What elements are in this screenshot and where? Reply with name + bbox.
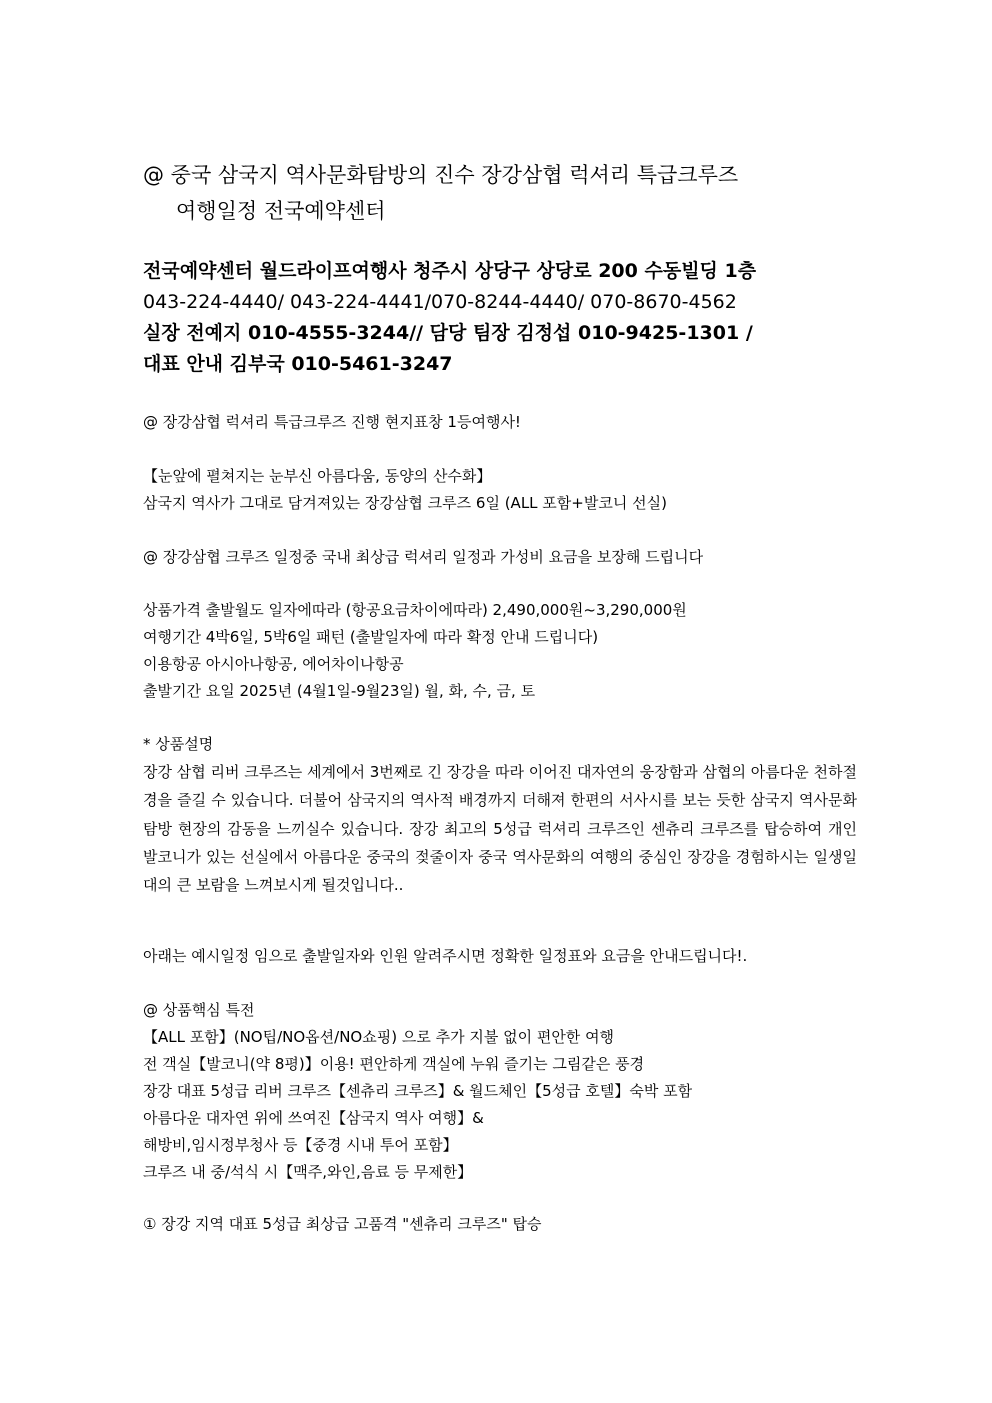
contact-block xyxy=(143,256,756,380)
info-airline: 이용항공 아시아나항공, 에어차이나항공 xyxy=(143,655,404,673)
intro-subline: 삼국지 역사가 그대로 담겨져있는 장강삼협 크루즈 6일 (ALL 포함+발코니 선실) xyxy=(143,494,667,512)
local-award-line: @ 장강삼협 럭셔리 특급크루즈 진행 현지표창 1등여행사! xyxy=(143,413,521,431)
product-info-block xyxy=(143,597,855,705)
guarantee-line: @ 장강삼협 크루즈 일정중 국내 최상급 럭셔리 일정과 가성비 요금을 보장해 드립니다 xyxy=(143,548,704,566)
description-text: 장강 삼협 리버 크루즈는 세계에서 3번째로 긴 장강을 따라 이어진 대자연의 웅장함과 삼협의 아름다운 천하절경을 즐길 수 있습니다. 더불어 삼국지의 역사적 배경까지 더해져 한편의 서사시를 보는 듯한 삼국지 역사문화탐방 현장의 감동을 느끼실수 있습니다. 장강 최고의 5성급 럭셔리 크루즈인 센츄리 크루즈를 탑승하여 개인 발코니가 있는 선실에서 아름다운 중국의 젖줄이자 중국 역사문화의 여행의 중심인 장강을 경험하시는 일생일대의 큰 보람을 느껴보시게 될것입니다.. xyxy=(143,763,857,895)
description-heading: * 상품설명 xyxy=(143,735,214,753)
document-title-line-1: @ 중국 삼국지 역사문화탐방의 진수 장강삼협 럭셔리 특급크루즈 xyxy=(143,163,739,187)
contact-ceo: 대표 안내 김부국 010-5461-3247 xyxy=(143,353,453,375)
highlight-point-1: ① 장강 지역 대표 5성급 최상급 고품격 "센츄리 크루즈" 탑승 xyxy=(143,1215,542,1233)
benefit-item: 전 객실【발코니(약 8평)】이용! 편안하게 객실에 누워 즐기는 그림같은 풍경 xyxy=(143,1055,645,1073)
contact-phones: 043-224-4440/ 043-224-4441/070-8244-4440/ 070-8670-4562 xyxy=(143,291,737,313)
intro-block xyxy=(143,463,855,517)
benefits-block xyxy=(143,997,855,1186)
info-price: 상품가격 출발월도 일자에따라 (항공요금차이에따라) 2,490,000원~3,290,000원 xyxy=(143,601,687,619)
benefit-item: 아름다운 대자연 위에 쓰여진【삼국지 역사 여행】& xyxy=(143,1109,484,1127)
benefit-item: 장강 대표 5성급 리버 크루즈【센츄리 크루즈】& 월드체인【5성급 호텔】숙박 포함 xyxy=(143,1082,693,1100)
benefit-item: 【ALL 포함】(NO팁/NO옵션/NO쇼핑) 으로 추가 지불 없이 편안한 여행 xyxy=(143,1028,615,1046)
info-period: 여행기간 4박6일, 5박6일 패턴 (출발일자에 따라 확정 안내 드립니다) xyxy=(143,628,599,646)
benefit-item: 크루즈 내 중/석식 시【맥주,와인,음료 등 무제한】 xyxy=(143,1163,473,1181)
benefit-item: 해방비,임시정부청사 등【중경 시내 투어 포함】 xyxy=(143,1136,458,1154)
benefits-heading: @ 상품핵심 특전 xyxy=(143,1001,255,1019)
contact-manager: 실장 전예지 010-4555-3244// 담당 팀장 김정섭 010-9425-1301 / xyxy=(143,322,753,344)
document-title-line-2: 여행일정 전국예약센터 xyxy=(176,199,386,223)
schedule-notice: 아래는 예시일정 임으로 출발일자와 인원 알려주시면 정확한 일정표와 요금을 안내드립니다!. xyxy=(143,947,748,965)
info-departure: 출발기간 요일 2025년 (4월1일-9월23일) 월, 화, 수, 금, 토 xyxy=(143,682,536,700)
intro-headline: 【눈앞에 펼쳐지는 눈부신 아름다움, 동양의 산수화】 xyxy=(143,467,492,485)
contact-address: 전국예약센터 월드라이프여행사 청주시 상당구 상당로 200 수동빌딩 1층 xyxy=(143,260,757,282)
